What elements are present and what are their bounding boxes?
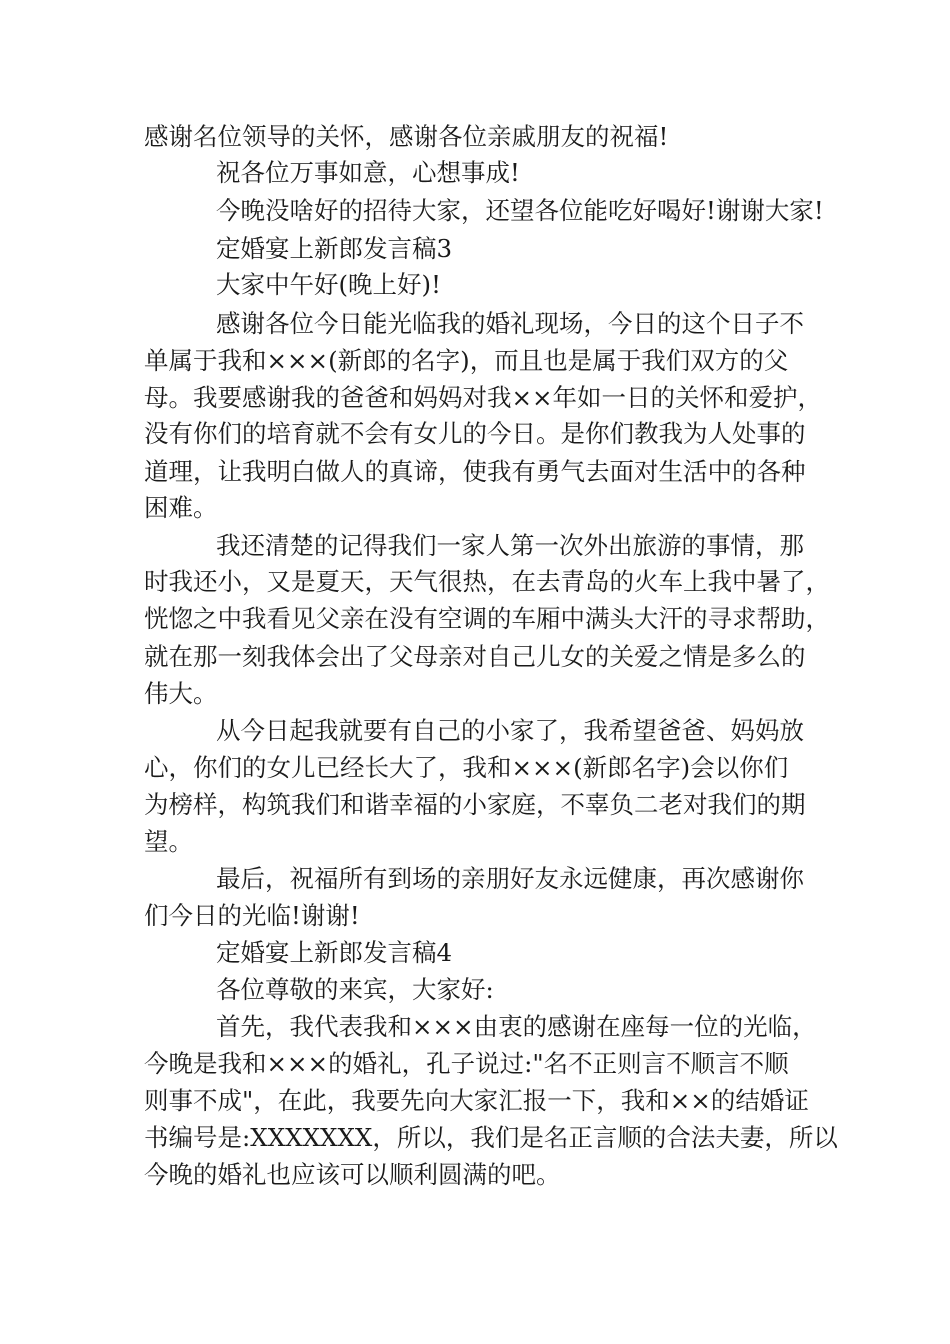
text-line: 恍惚之中我看见父亲在没有空调的车厢中满头大汗的寻求帮助，	[144, 604, 830, 633]
text-line: 则事不成"，在此，我要先向大家汇报一下，我和××的结婚证	[144, 1086, 809, 1115]
text-line: 书编号是:XXXXXXX，所以，我们是名正言顺的合法夫妻，所以	[144, 1123, 838, 1152]
text-line: 今晚没啥好的招待大家，还望各位能吃好喝好!谢谢大家!	[216, 196, 824, 225]
text-line: 大家中午好(晚上好)!	[216, 270, 441, 299]
text-line: 感谢各位今日能光临我的婚礼现场，今日的这个日子不	[216, 309, 804, 338]
text-line: 单属于我和×××(新郎的名字)，而且也是属于我们双方的父	[144, 346, 789, 375]
text-line: 们今日的光临!谢谢!	[144, 901, 360, 930]
text-line: 为榜样，构筑我们和谐幸福的小家庭，不辜负二老对我们的期	[144, 790, 806, 819]
text-line: 最后，祝福所有到场的亲朋好友永远健康，再次感谢你	[216, 864, 804, 893]
text-line: 今晚的婚礼也应该可以顺利圆满的吧。	[144, 1160, 561, 1189]
section-heading: 定婚宴上新郎发言稿3	[216, 234, 453, 263]
text-line: 母。我要感谢我的爸爸和妈妈对我××年如一日的关怀和爱护，	[144, 383, 823, 412]
text-line: 困难。	[144, 493, 218, 522]
text-line: 感谢名位领导的关怀，感谢各位亲戚朋友的祝福!	[144, 122, 669, 151]
text-line: 我还清楚的记得我们一家人第一次外出旅游的事情，那	[216, 531, 804, 560]
text-line: 望。	[144, 827, 193, 856]
text-line: 时我还小，又是夏天，天气很热，在去青岛的火车上我中暑了，	[144, 567, 830, 596]
text-line: 各位尊敬的来宾，大家好:	[216, 975, 494, 1004]
text-line: 道理，让我明白做人的真谛，使我有勇气去面对生活中的各种	[144, 457, 806, 486]
text-line: 祝各位万事如意，心想事成!	[216, 158, 520, 187]
text-line: 心，你们的女儿已经长大了，我和×××(新郎名字)会以你们	[144, 753, 789, 782]
text-line: 今晚是我和×××的婚礼，孔子说过:"名不正则言不顺言不顺	[144, 1049, 789, 1078]
section-heading: 定婚宴上新郎发言稿4	[216, 938, 453, 967]
text-line: 伟大。	[144, 679, 218, 708]
text-line: 从今日起我就要有自己的小家了，我希望爸爸、妈妈放	[216, 716, 804, 745]
text-line: 就在那一刻我体会出了父母亲对自己儿女的关爱之情是多么的	[144, 642, 806, 671]
text-line: 没有你们的培育就不会有女儿的今日。是你们教我为人处事的	[144, 419, 806, 448]
text-line: 首先，我代表我和×××由衷的感谢在座每一位的光临，	[216, 1012, 817, 1041]
